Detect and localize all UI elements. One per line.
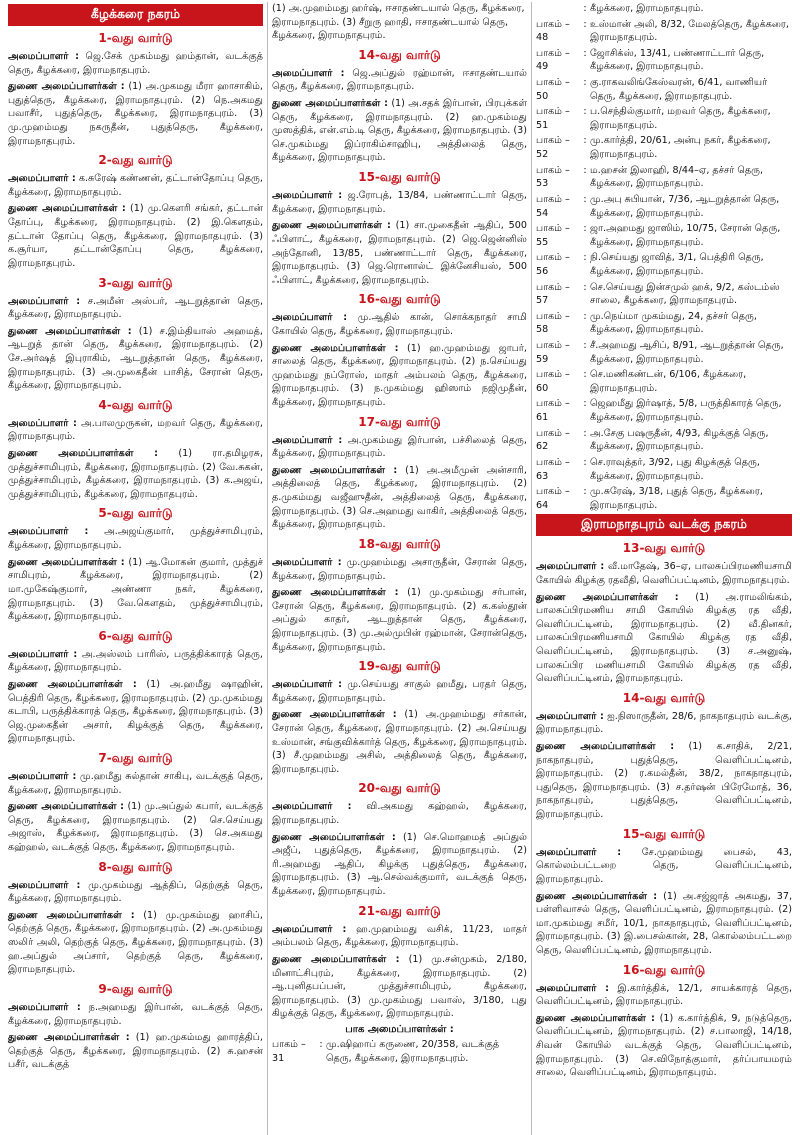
thunai-label: துணை அமைப்பாளர்கள் : bbox=[8, 801, 125, 813]
booth-text: செ.மணிகண்டன், 6/106, கீழக்கரை, இராமநாதபுரம். bbox=[590, 369, 747, 394]
amaippalar-entry bbox=[8, 172, 263, 199]
amaippalar-entry bbox=[8, 770, 263, 797]
ward-title: 18-வது வார்டு bbox=[358, 536, 441, 551]
thunai-entry bbox=[8, 80, 263, 148]
amaippalar-label: அமைப்பாளர் : bbox=[272, 679, 342, 691]
thunai-text: (1) அ.சஜ்ஜாத் அகமது, 37, பள்ளிவாசல் தெரு, வெளிப்பட்டினம், இராமநாதபுரம். (2) மா.முகம்மது சமீர், 10/1, நாகநாதபுரம், வெளிப்பட்டினம், இராமநாதபுரம். (3) இ.பைசல்கான், 28, கொல்லம்பட்டறை தெரு, வெளிப்பட்டினம், இராமநாதபுரம். bbox=[536, 890, 793, 956]
amaippalar-entry bbox=[272, 923, 527, 950]
booth-colon: : bbox=[583, 310, 587, 322]
booth-number: பாகம் – 49 bbox=[536, 47, 570, 73]
booth-row bbox=[536, 397, 792, 424]
ward-title: 15-வது வார்டு bbox=[358, 170, 441, 185]
ward-title: 4-வது வார்டு bbox=[98, 397, 173, 412]
booth-number: பாகம் – 51 bbox=[536, 106, 570, 131]
booth-text: ஜெஹமீது இர்ஷாத், 5/8, பருத்திகாரத் தெரு, கீழக்கரை, இராமநாதபுரம். bbox=[590, 398, 782, 424]
thunai-entry bbox=[536, 890, 792, 958]
amaippalar-entry bbox=[272, 189, 527, 216]
thunai-label: துணை அமைப்பாளர்கள் : bbox=[8, 909, 135, 921]
amaippalar-label: அமைப்பாளர் : bbox=[536, 846, 622, 858]
amaippalar-text: க.சுரேஷ் கண்ணன், தட்டான்தோப்பு தெரு, கீழக்கரை, இராமநாதபுரம். bbox=[8, 173, 263, 198]
booth-colon: : bbox=[583, 164, 587, 176]
booth-colon: : bbox=[583, 427, 587, 439]
booth-text: மு.கார்த்தி, 20/61, அன்பு நகர், கீழக்கரை, இராமநாதபுரம். bbox=[590, 135, 771, 161]
booth-colon: : bbox=[583, 486, 587, 498]
ward-title: 8-வது வார்டு bbox=[98, 859, 173, 874]
amaippalar-entry bbox=[536, 710, 792, 737]
thunai-text: (1) அ.சதக் இர்பான், பிரபுக்கள் தெரு, கீழக்கரை, இராமநாதபுரம். (2) ஹ.முகம்மது முஸத்திக், என்.எம்.டி தெரு, கீழக்கரை, இராமநாதபுரம். (3) செ.முகம்மது இப்ராகிம்சாஹிபு, அத்திலைத் தெரு, கீழக்கரை, இராமநாதபுரம். bbox=[272, 98, 527, 164]
booth-row bbox=[536, 339, 792, 366]
thunai-text: (1) மு.சன்முகம், 2/180, மினாட்சிபுரம், கீழக்கரை, இராமநாதபுரம். (2) ஆ.புனிதபப்பன், முத்துச்சாமிபுரம், கீழக்கரை, இராமநாதபுரம். (3) மு.முகம்மது பவாஸ், 3/180, புது கிழக்குத் தெரு, கீழக்கரை, இராமநாதபுரம். bbox=[272, 953, 527, 1020]
column-3 bbox=[532, 2, 796, 1135]
booth-colon: : bbox=[583, 369, 587, 381]
ward-title: 19-வது வார்டு bbox=[358, 659, 441, 674]
amaippalar-entry bbox=[8, 50, 263, 77]
booth-text: மு.அபு சுபியான், 7/36, ஆடறுத்தான் தெரு, கீழக்கரை, இராமநாதபுரம். bbox=[590, 193, 780, 219]
booth-text: கு.ராகவலிங்கேஸ்வரன், 6/41, வாணியர் தெரு, கீழக்கரை, இராமநாதபுரம். bbox=[590, 77, 768, 102]
booth-colon: : bbox=[583, 3, 587, 14]
amaippalar-label: அமைப்பாளர் : bbox=[8, 1001, 81, 1013]
ward-title: 5-வது வார்டு bbox=[98, 506, 173, 521]
booth-text: ம.ஹசன் இலாஹி, 8/44–ஏ, தச்சர் தெரு, கீழக்கரை, இராமநாதபுரம். bbox=[590, 164, 764, 190]
booth-text: நி.செய்யது ஜாவித், 3/1, பெத்திரி தெரு, கீழக்கரை, இராமநாதபுரம். bbox=[590, 252, 764, 277]
amaippalar-text: இ.கார்த்திக், 12/1, சாயக்காரத் தெரு, வெளிப்பட்டினம், இராமநாதபுரம். bbox=[536, 982, 792, 1008]
ward-title: 17-வது வார்டு bbox=[358, 414, 441, 429]
thunai-label: துணை அமைப்பாளர்கள் : bbox=[536, 591, 679, 603]
thunai-text: (1) மு.முகம்மது ஹாசிப், தெற்குத் தெரு, கீழக்கரை, இராமநாதபுரம். (2) அ.முகம்மது ஸலிர் அலி, தெற்குத் தெரு, கீழக்கரை, இராமநாதபுரம். (3) ஹ.அப்துல் அப்சார், தெற்குத் தெரு, கீழக்கரை, இராமநாதபுரம். bbox=[8, 909, 263, 976]
booth-text: ஜா.அஹமது ஜாஸிம், 10/75, சேரான் தெரு, கீழக்கரை, இராமநாதபுரம். bbox=[590, 223, 781, 248]
amaippalar-text: அ.அஸ்லம் பாரிஸ், பருத்திக்காரத் தெரு, கீழக்கரை, இராமநாதபுரம். bbox=[8, 648, 263, 674]
booth-colon: : bbox=[319, 1038, 323, 1050]
booth-text: உஸ்மான் அலி, 8/32, மேலத்தெரு, கீழக்கரை, இராமநாதபுரம். bbox=[590, 18, 789, 44]
booth-text: கீழக்கரை, இராமநாதபுரம். bbox=[590, 3, 704, 14]
amaippalar-text: அ.அஜய்குமார், முத்துச்சாமிபுரம், கீழக்கரை, இராமநாதபுரம். bbox=[8, 526, 263, 552]
thunai-label: துணை அமைப்பாளர்கள் : bbox=[272, 220, 391, 232]
booth-text: ப.செந்தில்குமார், மறவர் தெரு, கீழக்கரை, இராமநாதபுரம். bbox=[590, 106, 771, 131]
booth-colon: : bbox=[583, 398, 587, 410]
amaippalar-entry bbox=[8, 525, 263, 552]
booth-number: பாகம் – 56 bbox=[536, 252, 570, 277]
thunai-text: (1) சா.முகைதீன் ஆதிப், 500 ஃபிளாட், கீழக்கரை, இராமநாதபுரம். (2) ஜெ.ஜென்னிஸ் அந்தோனி, 13/85, பண்ணாட்டார் தெரு, கீழக்கரை, இராமநாதபுரம். (3) ஜெ.ரொனால்ட் இக்னேசியஸ், 500 ஃபிளாட், கீழக்கரை, இராமநாதபுரம். bbox=[272, 220, 527, 286]
thunai-entry bbox=[272, 586, 527, 654]
continued-text: (1) அ.முஹம்மது ஹர்ஷ், ஈசாதண்டயால் தெரு, கீழக்கரை, இராமநாதபுரம். (3) சீறுரு ஹாதி, ஈசாதண்டயால் தெரு, கீழக்கரை, இராமநாதபுரம். bbox=[272, 3, 525, 42]
thunai-label: துணை அமைப்பாளர்கள் : bbox=[272, 831, 396, 843]
amaippalar-entry bbox=[536, 560, 792, 587]
booth-number: பாகம் – 31 bbox=[272, 1038, 306, 1064]
thunai-label: துணை அமைப்பாளர்கள் : bbox=[272, 587, 399, 599]
amaippalar-entry bbox=[272, 678, 527, 705]
thunai-text: (1) க.கார்த்திக், 9, நடுத்தெரு, வெளிப்பட்டினம், இராமநாதபுரம். (2) ச.பாலாஜி, 14/18, சிவன் கோயில் வடக்குத் தெரு, வெளிப்பட்டினம், இராமநாதபுரம். (3) செ.விநோத்குமார், தர்ப்பாயமரம் சாலை, வெளிப்பட்டினம், இராமநாதபுரம். bbox=[536, 1012, 792, 1079]
booth-colon: : bbox=[583, 135, 587, 147]
thunai-label: துணை அமைப்பாளர்கள் : bbox=[8, 325, 132, 337]
amaippalar-text: அ.முகம்மது இர்பான், பச்சிலைத் தெரு, கீழக்கரை, இராமநாதபுரம். bbox=[272, 434, 527, 460]
ward-title: 14-வது வார்டு bbox=[358, 47, 441, 62]
amaippalar-label: அமைப்பாளர் : bbox=[8, 51, 80, 62]
amaippalar-entry bbox=[272, 434, 527, 461]
booth-colon: : bbox=[583, 193, 587, 205]
thunai-label: துணை அமைப்பாளர்கள் : bbox=[8, 556, 125, 568]
section-header-2: இராமநாதபுரம் வடக்கு நகரம் bbox=[536, 514, 792, 536]
booth-text: சீ.அஹமது ஆசிப், 8/91, ஆடறுத்தான் தெரு, கீழக்கரை, இராமநாதபுரம். bbox=[590, 340, 784, 365]
booth-colon: : bbox=[583, 106, 587, 118]
booth-row bbox=[536, 251, 792, 278]
thunai-label: துணை அமைப்பாளர்கள் : bbox=[272, 464, 398, 476]
booth-row bbox=[536, 76, 792, 103]
ward-title: 16-வது வார்டு bbox=[358, 292, 441, 307]
columns bbox=[4, 2, 796, 1135]
thunai-text: (1) மு.அப்துல் கபார், வடக்குத் தெரு, கீழக்கரை, இராமநாதபுரம். (2) செ.செய்யது அஜாஸ், கீழக்கரை, இராமநாதபுரம். (3) செ.அகமது கஹ்ஹல், வடக்குத் தெரு, கீழக்கரை, இராமநாதபுரம். bbox=[8, 801, 264, 854]
thunai-entry bbox=[8, 325, 263, 393]
thunai-entry bbox=[272, 464, 527, 532]
amaippalar-entry bbox=[272, 556, 527, 583]
thunai-label: துணை அமைப்பாளர்கள் : bbox=[8, 448, 158, 460]
booth-row bbox=[536, 222, 792, 249]
booth-number: பாகம் – 53 bbox=[536, 164, 570, 190]
thunai-entry bbox=[8, 202, 263, 270]
booth-row bbox=[272, 1038, 527, 1065]
amaippalar-text: மு.ஆதில் கான், சொக்கநாதர் சாமி கோயில் தெரு, கீழக்கரை, இராமநாதபுரம். bbox=[272, 312, 527, 337]
amaippalar-label: அமைப்பாளர் : bbox=[272, 801, 352, 813]
thunai-entry bbox=[536, 591, 792, 686]
thunai-text: (1) ச.இம்தியாஸ் அஹமத், ஆடறுத் தான் தெரு, கீழக்கரை, இராமநாதபுரம். (2) சே.அர்ஷத் இபுராகிம், ஆடறுத்தான் தெரு, கீழக்கரை, இராமநாதபுரம். (3) அ.முகைதீன் பாசித், சேரான் தெரு, கீழக்கரை, இராமநாதபுரம். bbox=[8, 325, 263, 392]
thunai-entry bbox=[272, 97, 527, 165]
amaippalar-label: அமைப்பாளர் : bbox=[8, 295, 81, 307]
booth-row bbox=[536, 18, 792, 45]
amaippalar-label: அமைப்பாளர் : bbox=[8, 417, 77, 429]
thunai-label: துணை அமைப்பாளர்கள் : bbox=[8, 81, 125, 93]
booth-text: செ.செய்யது இன்சமுல் ஹக், 9/2, கஸ்டம்ஸ் சாலை, கீழக்கரை, இராமநாதபுரம். bbox=[590, 281, 780, 307]
thunai-label: துணை அமைப்பாளர்கள் : bbox=[8, 203, 126, 215]
amaippalar-entry bbox=[8, 417, 263, 444]
ward-title: 3-வது வார்டு bbox=[98, 275, 173, 290]
amaippalar-text: ஹ.முஹம்மது வசிக், 11/23, மாதர் அம்பலம் தெரு, கீழக்கரை, இராமநாதபுரம். bbox=[272, 923, 527, 949]
booth-number: பாகம் – 50 bbox=[536, 77, 570, 102]
amaippalar-entry bbox=[536, 846, 792, 887]
amaippalar-label: அமைப்பாளர் : bbox=[272, 190, 343, 202]
amaippalar-text: வி.அகமது கஹ்ஹல், கீழக்கரை, இராமநாதபுரம். bbox=[272, 801, 527, 827]
thunai-label: துணை அமைப்பாளர்கள் : bbox=[272, 953, 400, 965]
booth-number: பாகம் – 60 bbox=[536, 369, 570, 394]
section-header: கீழக்கரை நகரம் bbox=[8, 4, 263, 26]
booth-row bbox=[536, 310, 792, 337]
thunai-label: துணை அமைப்பாளர்கள் : bbox=[8, 1032, 130, 1044]
amaippalar-text: வீ.மாதேஷ், 36–ஏ, பாலசுப்பிரமணியசாமி கோயில் கிழக்கு ரதவீதி, வெளிப்பட்டினம், இராமநாதபுரம். bbox=[536, 561, 792, 586]
amaippalar-text: ஜ.ரோபுத், 13/84, பண்ணாட்டார் தெரு, கீழக்கரை, இராமநாதபுரம். bbox=[272, 190, 527, 215]
booth-number: பாகம் – 63 bbox=[536, 456, 570, 482]
amaippalar-label: அமைப்பாளர் : bbox=[8, 770, 77, 782]
thunai-text: (1) செ.மொஹமத் அப்துல் அஜீப், புதுத்தெரு, கீழக்கரை, இராமநாதபுரம். (2) ரி.அஹமது ஆதிப், கிழக்கு புதுத்தெரு, கீழக்கரை, இராமநாதபுரம். (3) ஆ.செல்வக்குமார், வடக்குத் தெரு, கீழக்கரை, இராமநாதபுரம். bbox=[272, 831, 527, 898]
booth-number: பாகம் – 58 bbox=[536, 310, 570, 336]
booth-colon: : bbox=[583, 252, 587, 264]
amaippalar-entry bbox=[272, 311, 527, 338]
amaippalar-text: அ.பாலமுருகன், மறவர் தெரு, கீழக்கரை, இராமநாதபுரம். bbox=[8, 417, 263, 443]
amaippalar-text: ந.அஹமது இர்பான், வடக்குத் தெரு, கீழக்கரை, இராமநாதபுரம். bbox=[8, 1001, 263, 1027]
thunai-label: துணை அமைப்பாளர்கள் : bbox=[536, 741, 675, 753]
thunai-entry bbox=[272, 831, 527, 899]
booth-text: மு.சுரேஷ், 3/18, புதுத் தெரு, கீழக்கரை, இராமநாதபுரம். bbox=[590, 486, 763, 511]
booth-row bbox=[536, 368, 792, 395]
booth-colon: : bbox=[583, 456, 587, 468]
thunai-entry bbox=[8, 678, 263, 746]
ward-title: 7-வது வார்டு bbox=[98, 750, 173, 765]
ward-title: 2-வது வார்டு bbox=[98, 153, 173, 168]
thunai-label: துணை அமைப்பாளர்கள் : bbox=[272, 98, 388, 110]
ward-title: 6-வது வார்டு bbox=[98, 628, 173, 643]
thunai-text: (1) அ.முஹம்மது சர்கான், சேரான் தெரு, கீழக்கரை, இராமநாதபுரம். (2) அ.செய்யது உஸ்மான், சங்குவிக்கார்த் தெரு, கீழக்கரை, இராமநாதபுரம். (3) சீ.முஹம்மது அசில், அத்திலைத் தெரு, கீழக்கரை, இராமநாதபுரம். bbox=[272, 709, 527, 775]
amaippalar-label: அமைப்பாளர் : bbox=[8, 173, 76, 185]
amaippalar-label: அமைப்பாளர் : bbox=[8, 879, 81, 891]
thunai-text: (1) அ.ஹமீது ஷாஹின், பெத்திரி தெரு, கீழக்கரை, இராமநாதபுரம். (2) மு.முகம்மது கடாபி, பருத்திக்காரத் தெரு, கீழக்கரை, இராமநாதபுரம். (3) ஜெ.முகைதீன் அசார், கிழக்குத் தெரு, கீழக்கரை, இராமநாதபுரம். bbox=[8, 678, 263, 745]
booth-row bbox=[536, 427, 792, 454]
booth-row bbox=[536, 164, 792, 191]
booth-colon: : bbox=[583, 223, 587, 235]
thunai-text: (1) அ.ராமலிங்கம், பாலசுப்பிரமணிய சாமி கோயில் கிழக்கு ரத வீதி, வெளிப்பட்டினம், இராமநாதபுரம். (2) வீ.தினகர், பாலசுப்பிரமணியசாமி கோயில் கிழக்கு ரத வீதி, வெளிப்பட்டினம், இராமநாதபுரம். (3) ச.அனுஷ், பாலசுப்பிர மணியசாமி கோயில் கிழக்கு ரத வீதி, வெளிப்பட்டினம், இராமநாதபுரம். bbox=[536, 591, 792, 685]
thunai-label: துணை அமைப்பாளர்கள் : bbox=[272, 342, 399, 354]
amaippalar-label: அமைப்பாளர் : bbox=[536, 982, 610, 994]
amaippalar-label: அமைப்பாளர் : bbox=[272, 434, 343, 446]
booth-number: பாகம் – 61 bbox=[536, 398, 570, 424]
thunai-text: (1) அ.அமீமுன் அன்சாரி, அத்திலைத் தெரு, கீழக்கரை, இராமநாதபுரம். (2) த.முகம்மது வஜீஹுதீன், அத்திலைத் தெரு, கீழக்கரை, இராமநாதபுரம். (3) செ.அஹமது வாகிர், அத்திலைத் தெரு, கீழக்கரை, இராமநாதபுரம். bbox=[272, 464, 527, 531]
amaippalar-label: அமைப்பாளர் : bbox=[536, 561, 605, 573]
amaippalar-label: அமைப்பாளர் : bbox=[272, 67, 345, 79]
thunai-entry bbox=[272, 342, 527, 410]
amaippalar-text: மு.ஹமீது சுல்தான் சாகிபு, வடக்குத் தெரு, கீழக்கரை, இராமநாதபுரம். bbox=[8, 770, 264, 796]
thunai-label: துணை அமைப்பாளர்கள் : bbox=[8, 678, 137, 690]
amaippalar-entry bbox=[8, 879, 263, 906]
booth-text: மு.ஷிஹாப் கருணை, 20/358, வடக்குத் தெரு, கீழக்கரை, இராமநாதபுரம். bbox=[326, 1038, 500, 1064]
thunai-text: (1) ரா.தமிழரசு, முத்துச்சாமிபுரம், கீழக்கரை, இராமநாதபுரம். (2) வே.சுகன், முத்துச்சாமிபுரம், கீழக்கரை, இராமநாதபுரம். (3) க.அஜய், முத்துச்சாமிபுரம், கீழக்கரை, இராமநாதபுரம். bbox=[8, 448, 263, 500]
amaippalar-label: அமைப்பாளர் : bbox=[8, 526, 89, 538]
booth-text: ஜோசிக்ஸ், 13/41, பண்ணாட்டார் தெரு, கீழக்கரை, இராமநாதபுரம். bbox=[590, 47, 765, 73]
amaippalar-entry bbox=[536, 982, 792, 1009]
thunai-entry bbox=[536, 1012, 792, 1080]
booth-text: அ.சேகு பஷருதீன், 4/93, கிழக்குத் தெரு, கீழக்கரை, இராமநாதபுரம். bbox=[590, 427, 769, 453]
booth-number: பாகம் – 64 bbox=[536, 486, 570, 511]
booth-text: செ.ராவுத்தர், 3/92, புது கிழக்குத் தெரு, கீழக்கரை, இராமநாதபுரம். bbox=[590, 456, 760, 482]
thunai-label: துணை அமைப்பாளர்கள் : bbox=[536, 1012, 655, 1024]
amaippalar-text: ஜெ.சேக் முகம்மது ஹம்தான், வடக்குத் தெரு, கீழக்கரை, இராமநாதபுரம். bbox=[8, 51, 263, 76]
thunai-entry bbox=[8, 1031, 263, 1072]
booth-row bbox=[536, 281, 792, 308]
booth-colon: : bbox=[583, 47, 587, 59]
ward-title: 1-வது வார்டு bbox=[98, 31, 173, 45]
thunai-entry bbox=[8, 800, 263, 854]
thunai-text: (1) ஹ.முகம்மது ஹாரத்திப், தெற்குத் தெரு, கீழக்கரை, இராமநாதபுரம். (2) சு.ஹசன் பசீர், வடக்குத் bbox=[8, 1032, 263, 1071]
booth-row bbox=[536, 105, 792, 132]
column-1 bbox=[4, 2, 268, 1135]
ward-title: 15-வது வார்டு bbox=[622, 826, 706, 841]
booth-number: பாகம் – 62 bbox=[536, 427, 570, 453]
ward-title: 21-வது வார்டு bbox=[358, 903, 441, 918]
thunai-entry bbox=[272, 708, 527, 776]
ward-title: 20-வது வார்டு bbox=[358, 781, 441, 796]
thunai-label: துணை அமைப்பாளர்கள் : bbox=[272, 709, 397, 721]
booth-text: மு.நெய்மா முகம்மது, 24, தச்சர் தெரு, கீழக்கரை, இராமநாதபுரம். bbox=[590, 310, 757, 336]
amaippalar-entry bbox=[8, 1001, 263, 1028]
amaippalar-label: அமைப்பாளர் : bbox=[272, 312, 348, 324]
thunai-entry bbox=[536, 740, 792, 822]
thunai-text: (1) மு.முகம்மது சர்பான், சேரான் தெரு, கீழக்கரை, இராமநாதபுரம். (2) க.கஸ்தூன் அப்துல் காதர், ஆடறுத்தான் தெரு, கீழக்கரை, இராமநாதபுரம். (3) மு.அல்முபின் ரஹ்மான், சேரான்தெரு, கீழக்கரை, இராமநாதபுரம். bbox=[272, 587, 527, 653]
booth-number: பாகம் – 48 bbox=[536, 18, 570, 44]
thunai-text: (1) க.சாதிக், 2/21, நாகநாதபுரம், புதுத்தெரு, வெளிப்பட்டினம், இராமநாதபுரம். (2) ர.கமல்தீன், 38/2, நாகநாதபுரம், புதுதெரு, இராமநாதபுரம். (3) ச.தர்ஷன் பிரேமோத், 36, நாகநாதபுரம், புதுத்தெரு, வெளிப்பட்டினம், இராமநாதபுரம். bbox=[536, 741, 792, 821]
thunai-text: (1) ஹ.முஹம்மது ஜாபர், சாலைத் தெரு, கீழக்கரை, இராமநாதபுரம். (2) ந.செய்யது முஹம்மது நப்ரோஸ், மாதர் அம்பலம் தெரு, கீழக்கரை, இராமநாதபுரம். (3) ந.முகம்மது ஹிஸாம் நஜிமுதீன், கீழக்கரை, இராமநாதபுரம். bbox=[272, 342, 527, 409]
ward-title: 9-வது வார்டு bbox=[98, 981, 173, 996]
amaippalar-text: ஐ.நிஸாருதீன், 28/6, நாகநாதபுரம் வடக்கு, இராமநாதபுரம். bbox=[536, 710, 792, 736]
thunai-text: (1) மு.கௌரி சங்கர், தட்டான் தோப்பு, கீழக்கரை, இராமநாதபுரம். (2) இ.கௌதம், தட்டான் தோப்பு தெரு, கீழக்கரை, இராமநாதபுரம். (3) க.சூர்யா, தட்டான்தோப்பு தெரு, கீழக்கரை, இராமநாதபுரம். bbox=[8, 203, 263, 269]
booth-number: பாகம் – 57 bbox=[536, 281, 570, 307]
amaippalar-text: ஜெ.அப்துல் ரஹ்மான், ஈசாதண்டயால் தெரு, கீழக்கரை, இராமநாதபுரம். bbox=[272, 67, 527, 93]
ward-title: 16-வது வார்டு bbox=[622, 962, 706, 977]
booth-colon: : bbox=[583, 18, 587, 30]
amaippalar-label: அமைப்பாளர் : bbox=[8, 648, 78, 660]
booth-number: பாகம் – 52 bbox=[536, 135, 570, 161]
thunai-entry bbox=[272, 219, 527, 287]
booth-colon: : bbox=[583, 340, 587, 352]
amaippalar-text: மு.முகம்மது ஆத்திப், தெற்குத் தெரு, கீழக்கரை, இராமநாதபுரம். bbox=[8, 879, 263, 905]
amaippalar-label: அமைப்பாளர் : bbox=[272, 923, 347, 935]
amaippalar-entry bbox=[272, 67, 527, 94]
booth-colon: : bbox=[583, 77, 587, 89]
booth-row bbox=[536, 47, 792, 74]
amaippalar-text: மு.செய்யது சாகுல் ஹமீது, பரதர் தெரு, கீழக்கரை, இராமநாதபுரம். bbox=[272, 679, 527, 704]
thunai-entry bbox=[8, 556, 263, 624]
booth-row bbox=[536, 193, 792, 220]
thunai-entry bbox=[272, 953, 527, 1021]
booth-number: பாகம் – 54 bbox=[536, 193, 570, 219]
booth-colon: : bbox=[583, 281, 587, 293]
thunai-label: துணை அமைப்பாளர்கள் : bbox=[536, 890, 658, 902]
booth-header: பாக அமைப்பாளர்கள் : bbox=[345, 1023, 454, 1035]
booth-number bbox=[536, 2, 580, 16]
booth-row bbox=[536, 2, 792, 16]
thunai-entry bbox=[8, 447, 263, 501]
column-2 bbox=[268, 2, 532, 1135]
amaippalar-entry bbox=[8, 648, 263, 675]
booth-number: பாகம் – 59 bbox=[536, 340, 570, 365]
booth-number: பாகம் – 55 bbox=[536, 223, 570, 248]
thunai-entry bbox=[8, 909, 263, 977]
thunai-text: (1) அ.முகமது மீரா ஹாசாகிம், புதுத்தெரு, கீழக்கரை, இராமநாதபுரம். (2) நெ.அகமது பவாசீர், புதுத்தெரு, கீழக்கரை, இராமநாதபுரம். (3) மு.முஹம்மது நகருதீன், புதுத்தெரு, கீழக்கரை, இராமநாதபுரம். bbox=[8, 81, 263, 147]
amaippalar-entry bbox=[272, 800, 527, 827]
amaippalar-text: மு.முஹம்மது அசாருதீன், சேரான் தெரு, கீழக்கரை, இராமநாதபுரம். bbox=[272, 556, 527, 582]
booth-row bbox=[536, 456, 792, 483]
amaippalar-text: ச.அமீன் அஸ்பர், ஆடறுத்தான் தெரு, கீழக்கரை, இராமநாதபுரம். bbox=[8, 295, 263, 321]
booth-row bbox=[536, 485, 792, 512]
amaippalar-text: சே.முஹம்மது பைசல், 43, கொல்லம்பட்டறை தெரு, வெளிப்பட்டினம், இராமநாதபுரம். bbox=[536, 846, 792, 885]
thunai-text: (1) ஆ.மோகன் குமார், முத்துச் சாமிபுரம், கீழக்கரை, இராமநாதபுரம். (2) மா.முகேஷ்குமார், அண்ணா நகர், கீழக்கரை, இராமநாதபுரம். (3) வே.கௌதம், முத்துச்சாமிபுரம், கீழக்கரை, இராமநாதபுரம். bbox=[8, 556, 263, 623]
amaippalar-label: அமைப்பாளர் : bbox=[536, 710, 604, 722]
ward-title: 13-வது வார்டு bbox=[622, 541, 706, 556]
ward-title: 14-வது வார்டு bbox=[622, 690, 706, 705]
amaippalar-label: அமைப்பாளர் : bbox=[272, 556, 342, 568]
booth-row bbox=[536, 134, 792, 161]
amaippalar-entry bbox=[8, 295, 263, 322]
